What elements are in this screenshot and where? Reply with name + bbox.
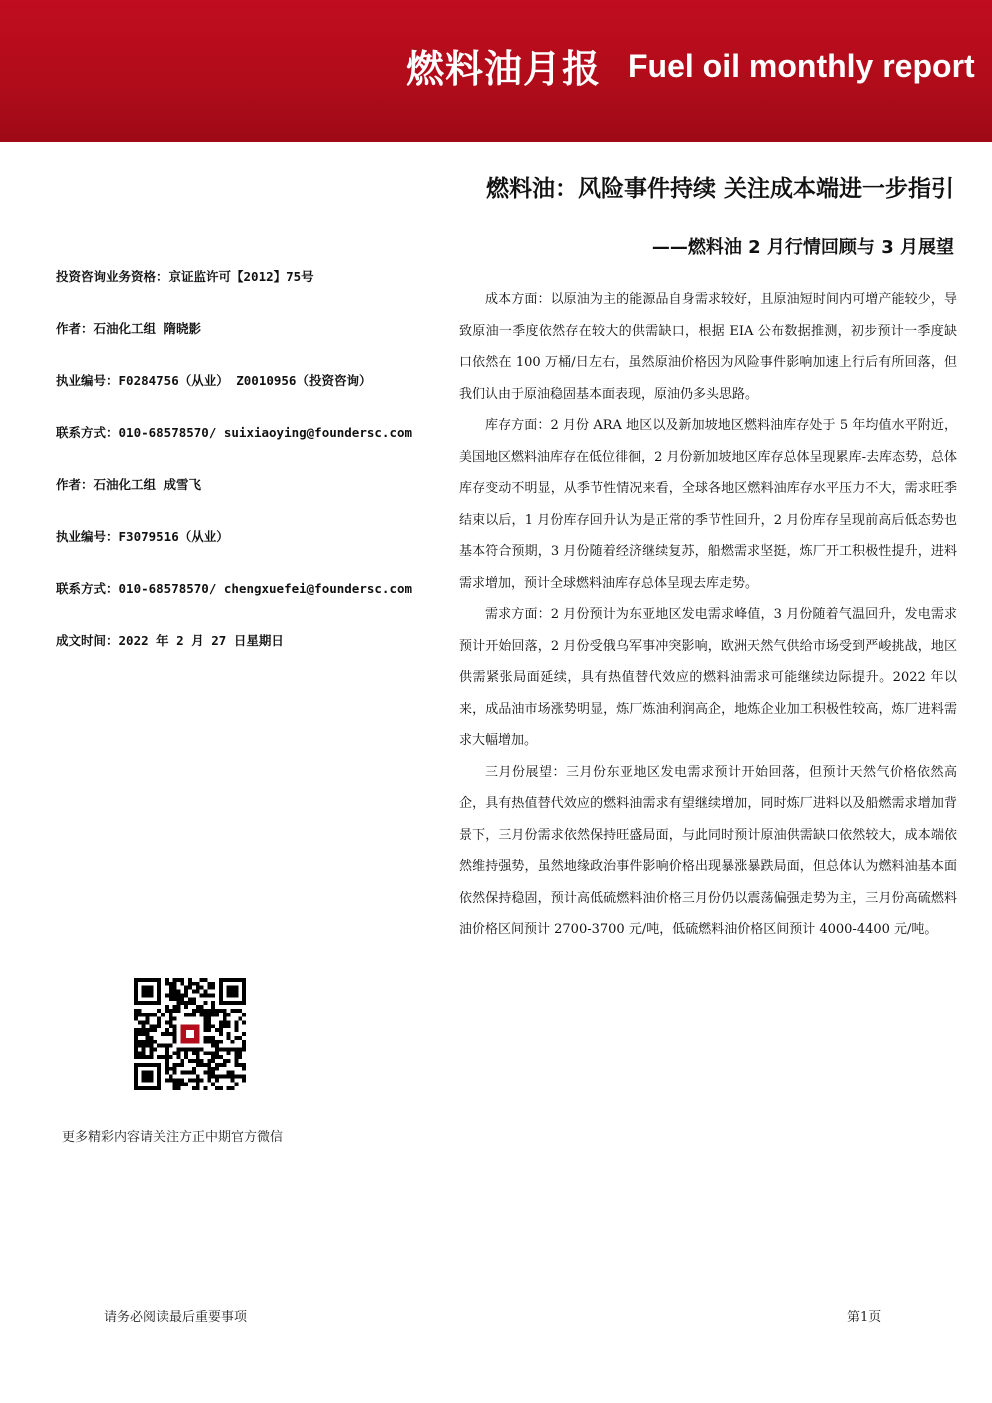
footer-disclaimer: 请务必阅读最后重要事项 <box>104 1310 248 1325</box>
qr-caption: 更多精彩内容请关注方正中期官方微信 <box>62 1130 284 1145</box>
meta-row <box>56 578 456 630</box>
meta-label: 联系方式： <box>56 425 119 440</box>
meta-row <box>56 266 456 318</box>
meta-row <box>56 318 456 370</box>
meta-row <box>56 370 456 422</box>
header-banner <box>0 0 992 142</box>
paragraph-outlook: 三月份展望：三月份东亚地区发电需求预计开始回落，但预计天然气价格依然高企，具有热值替代效应的燃料油需求有望继续增加，同时炼厂进料以及船燃需求增加背景下，三月份需求依然保持旺盛局面，与此同时预计原油供需缺口依然较大，成本端依然维持强势，虽然地缘政治事件影响价格出现暴涨暴跌局面，但总体认为燃料油基本面依然保持稳固，预计高低硫燃料油价格三月份仍以震荡偏强走势为主，三月份高硫燃料油价格区间预计 2700-3700 元/吨，低硫燃料油价格区间预计 4000-4400 元/吨。 <box>459 764 957 937</box>
meta-value: 京证监许可【2012】75号 <box>168 269 314 284</box>
paragraph-cost: 成本方面：以原油为主的能源品自身需求较好，且原油短时间内可增产能较少，导致原油一季度依然存在较大的供需缺口，根据 EIA 公布数据推测，初步预计一季度缺口依然在 100 万桶/日左右，虽然原油价格因为风险事件影响加速上行后有所回落，但我们认由于原油稳固基本面表现，原油仍多头思路。 <box>459 292 957 402</box>
meta-value: F3079516（从业） <box>118 529 229 544</box>
meta-value: F0284756（从业） Z0010956（投资咨询） <box>118 373 372 388</box>
report-subtitle: ——燃料油 2 月行情回顾与 3 月展望 <box>651 237 954 258</box>
meta-label: 投资咨询业务资格： <box>56 269 169 284</box>
banner-title-en: Fuel oil monthly report <box>628 48 975 84</box>
author-info <box>56 266 456 682</box>
banner-title-cn: 燃料油月报 <box>406 47 602 91</box>
page-number: 第1页 <box>847 1310 882 1325</box>
meta-value: 010-68578570/ suixiaoying@foundersc.com <box>118 425 413 440</box>
meta-label: 执业编号： <box>56 373 119 388</box>
report-title: 燃料油：风险事件持续 关注成本端进一步指引 <box>485 176 954 202</box>
meta-label: 联系方式： <box>56 581 119 596</box>
meta-label: 作者： <box>56 321 94 336</box>
meta-row <box>56 630 456 682</box>
meta-row <box>56 526 456 578</box>
meta-value: 石油化工组 成雪飞 <box>93 477 202 492</box>
report-body <box>459 284 957 946</box>
meta-value: 010-68578570/ chengxuefei@foundersc.com <box>118 581 413 596</box>
meta-label: 成文时间： <box>56 633 119 648</box>
paragraph-demand: 需求方面：2 月份预计为东亚地区发电需求峰值，3 月份随着气温回升，发电需求预计开始回落，2 月份受俄乌军事冲突影响，欧洲天然气供给市场受到严峻挑战，地区供需紧张局面延续，具有热值替代效应的燃料油需求可能继续边际提升。2022 年以来，成品油市场涨势明显，炼厂炼油利润高企，地炼企业加工积极性较高，炼厂进料需求大幅增加。 <box>459 607 957 748</box>
meta-label: 执业编号： <box>56 529 119 544</box>
meta-row <box>56 422 456 474</box>
meta-label: 作者： <box>56 477 94 492</box>
meta-value: 2022 年 2 月 27 日星期日 <box>118 633 284 648</box>
qr-code-icon <box>134 978 246 1090</box>
meta-row <box>56 474 456 526</box>
meta-value: 石油化工组 隋晓影 <box>93 321 202 336</box>
paragraph-inventory: 库存方面：2 月份 ARA 地区以及新加坡地区燃料油库存处于 5 年均值水平附近，美国地区燃料油库存在低位徘徊，2 月份新加坡地区库存总体呈现累库-去库态势，总体库存变动不明显，从季节性情况来看，全球各地区燃料油库存水平压力不大，需求旺季结束以后，1 月份库存回升认为是正常的季节性回升，2 月份库存呈现前高后低态势也基本符合预期，3 月份随着经济继续复苏，船燃需求坚挺，炼厂开工积极性提升，进料需求增加，预计全球燃料油库存总体呈现去库走势。 <box>459 418 957 591</box>
